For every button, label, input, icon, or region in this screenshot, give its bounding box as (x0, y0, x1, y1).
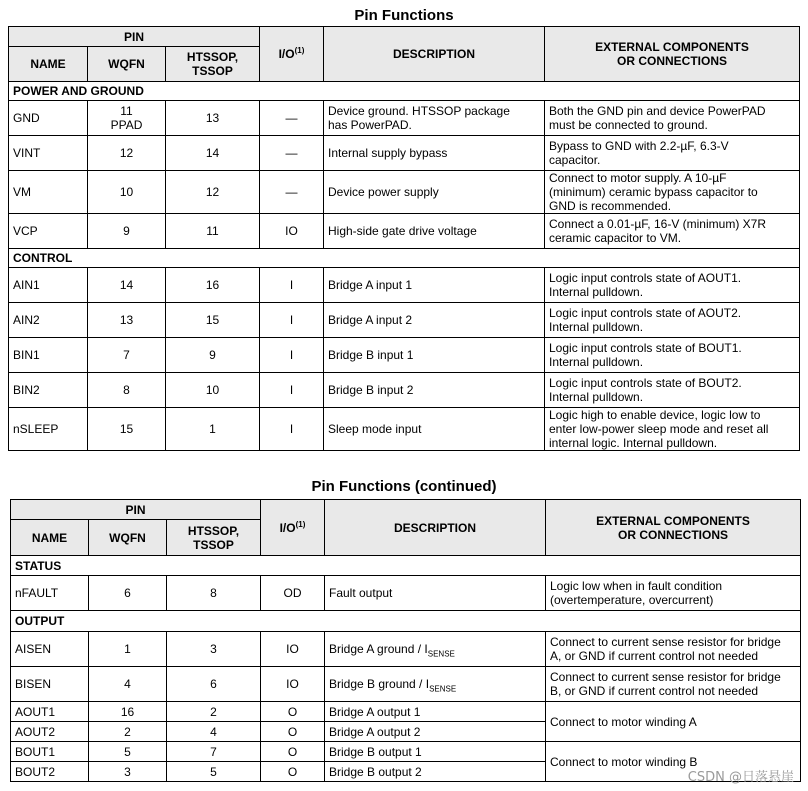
pin-name: AOUT1 (11, 702, 89, 722)
pin-description: Bridge A output 2 (325, 722, 546, 742)
pin-name: BIN1 (9, 338, 88, 373)
pin-htssop: 4 (167, 722, 261, 742)
htssop-header: HTSSOP, TSSOP (167, 520, 261, 556)
table-row (9, 338, 800, 373)
pin-wqfn: 13 (88, 303, 166, 338)
pin-external: Both the GND pin and device PowerPAD must be connected to ground. (545, 101, 800, 136)
table2-title: Pin Functions (continued) (311, 478, 497, 495)
wqfn-header: WQFN (89, 520, 167, 556)
pin-htssop: 6 (167, 667, 261, 702)
pin-description: Bridge A input 2 (324, 303, 545, 338)
pin-external: Connect to current sense resistor for bridge A, or GND if current control not needed (546, 632, 801, 667)
pin-io: O (261, 702, 325, 722)
table-row (9, 136, 800, 171)
description-header: DESCRIPTION (324, 27, 545, 82)
pin-external: Connect to motor winding A (546, 702, 801, 742)
pin-wqfn: 8 (88, 373, 166, 408)
pin-htssop: 10 (166, 373, 260, 408)
table-row (9, 268, 800, 303)
pin-htssop: 9 (166, 338, 260, 373)
table-row (11, 742, 801, 762)
table-row (9, 214, 800, 249)
pin-name: GND (9, 101, 88, 136)
watermark: CSDN @日落悬崖 (687, 770, 794, 785)
pin-external: Connect to current sense resistor for bridge B, or GND if current control not needed (546, 667, 801, 702)
table-row (9, 303, 800, 338)
pin-wqfn: 7 (88, 338, 166, 373)
pin-description: Bridge A output 1 (325, 702, 546, 722)
pin-io: O (261, 742, 325, 762)
table-row (9, 101, 800, 136)
pin-description: Fault output (325, 576, 546, 611)
external-header: EXTERNAL COMPONENTS OR CONNECTIONS (546, 500, 801, 556)
pin-name: AOUT2 (11, 722, 89, 742)
description-header: DESCRIPTION (325, 500, 546, 556)
pin-name: VINT (9, 136, 88, 171)
pin-name: BISEN (11, 667, 89, 702)
pin-io: — (260, 171, 324, 214)
pin-htssop: 13 (166, 101, 260, 136)
pin-io: I (260, 268, 324, 303)
pin-description: Sleep mode input (324, 408, 545, 451)
pin-io: O (261, 722, 325, 742)
pin-external: Logic low when in fault condition (overtemperature, overcurrent) (546, 576, 801, 611)
pin-name: BOUT1 (11, 742, 89, 762)
section-output: OUTPUT (11, 611, 801, 632)
pin-external: Logic input controls state of BOUT1. Internal pulldown. (545, 338, 800, 373)
table-row (11, 632, 801, 667)
pin-io: — (260, 136, 324, 171)
io-header: $I/O^{(1)}$ (260, 27, 324, 82)
pin-wqfn: 4 (89, 667, 167, 702)
pin-external: Logic high to enable device, logic low to enter low-power sleep mode and reset all internal logic. Internal pulldown. (545, 408, 800, 451)
pin-description: Device power supply (324, 171, 545, 214)
pin-htssop: 5 (167, 762, 261, 782)
pin-htssop: 14 (166, 136, 260, 171)
pin-description: Bridge B input 1 (324, 338, 545, 373)
table1-title: Pin Functions (354, 7, 454, 24)
pin-name: VCP (9, 214, 88, 249)
wqfn-header: WQFN (88, 47, 166, 82)
section-header: POWER AND GROUND (9, 82, 800, 101)
pin-description: Bridge A input 1 (324, 268, 545, 303)
pin-description: High-side gate drive voltage (324, 214, 545, 249)
pin-wqfn: 5 (89, 742, 167, 762)
pin-description: Device ground. HTSSOP package has PowerPAD. (324, 101, 545, 136)
section-status: STATUS (11, 556, 801, 576)
pin-htssop: 1 (166, 408, 260, 451)
pin-name: AIN1 (9, 268, 88, 303)
pin-io: IO (260, 214, 324, 249)
pin-io: I (260, 303, 324, 338)
pin-io: I (260, 338, 324, 373)
pin-htssop: 8 (167, 576, 261, 611)
table-row (11, 667, 801, 702)
pin-name: BOUT2 (11, 762, 89, 782)
pin-wqfn: 1 (89, 632, 167, 667)
table-row (11, 702, 801, 722)
pin-description: Bridge B ground / $I_{SENSE}$ (325, 667, 546, 702)
pin-htssop: 15 (166, 303, 260, 338)
pin-name: nFAULT (11, 576, 89, 611)
io-header: $I/O^{(1)}$ (261, 500, 325, 556)
name-header: NAME (9, 47, 88, 82)
pin-io: IO (261, 667, 325, 702)
htssop-header: HTSSOP, TSSOP (166, 47, 260, 82)
pin-io: — (260, 101, 324, 136)
pin-description: Bridge B input 2 (324, 373, 545, 408)
table-row (9, 373, 800, 408)
pin-htssop: 2 (167, 702, 261, 722)
table-row (9, 171, 800, 214)
pin-htssop: 7 (167, 742, 261, 762)
pin-wqfn: 14 (88, 268, 166, 303)
pin-htssop: 11 (166, 214, 260, 249)
table-row (9, 408, 800, 451)
pin-external: Bypass to GND with 2.2-µF, 6.3-V capacitor. (545, 136, 800, 171)
table-row (11, 576, 801, 611)
pin-htssop: 12 (166, 171, 260, 214)
pin-functions-continued-table (10, 499, 801, 782)
pin-header: PIN (11, 500, 261, 520)
pin-description: Bridge A ground / $I_{SENSE}$ (325, 632, 546, 667)
pin-functions-table (8, 26, 800, 451)
pin-external: Connect a 0.01-µF, 16-V (minimum) X7R ceramic capacitor to VM. (545, 214, 800, 249)
pin-wqfn: 2 (89, 722, 167, 742)
pin-wqfn: 10 (88, 171, 166, 214)
external-header: EXTERNAL COMPONENTS OR CONNECTIONS (545, 27, 800, 82)
pin-io: I (260, 373, 324, 408)
pin-header: PIN (9, 27, 260, 47)
pin-description: Internal supply bypass (324, 136, 545, 171)
pin-external: Connect to motor winding B (546, 742, 801, 782)
pin-wqfn: 11 PPAD (88, 101, 166, 136)
pin-htssop: 16 (166, 268, 260, 303)
pin-wqfn: 12 (88, 136, 166, 171)
pin-description: Bridge B output 2 (325, 762, 546, 782)
pin-wqfn: 3 (89, 762, 167, 782)
pin-htssop: 3 (167, 632, 261, 667)
pin-name: AIN2 (9, 303, 88, 338)
pin-external: Logic input controls state of AOUT2. Internal pulldown. (545, 303, 800, 338)
pin-wqfn: 6 (89, 576, 167, 611)
pin-wqfn: 15 (88, 408, 166, 451)
pin-external: Connect to motor supply. A 10-µF (minimum) ceramic bypass capacitor to GND is recommended. (545, 171, 800, 214)
pin-name: AISEN (11, 632, 89, 667)
pin-io: O (261, 762, 325, 782)
name-header: NAME (11, 520, 89, 556)
pin-description: Bridge B output 1 (325, 742, 546, 762)
pin-name: VM (9, 171, 88, 214)
pin-external: Logic input controls state of BOUT2. Internal pulldown. (545, 373, 800, 408)
pin-wqfn: 16 (89, 702, 167, 722)
pin-name: BIN2 (9, 373, 88, 408)
pin-io: OD (261, 576, 325, 611)
pin-external: Logic input controls state of AOUT1. Internal pulldown. (545, 268, 800, 303)
section-header: CONTROL (9, 249, 800, 268)
pin-wqfn: 9 (88, 214, 166, 249)
pin-io: I (260, 408, 324, 451)
pin-name: nSLEEP (9, 408, 88, 451)
pin-io: IO (261, 632, 325, 667)
